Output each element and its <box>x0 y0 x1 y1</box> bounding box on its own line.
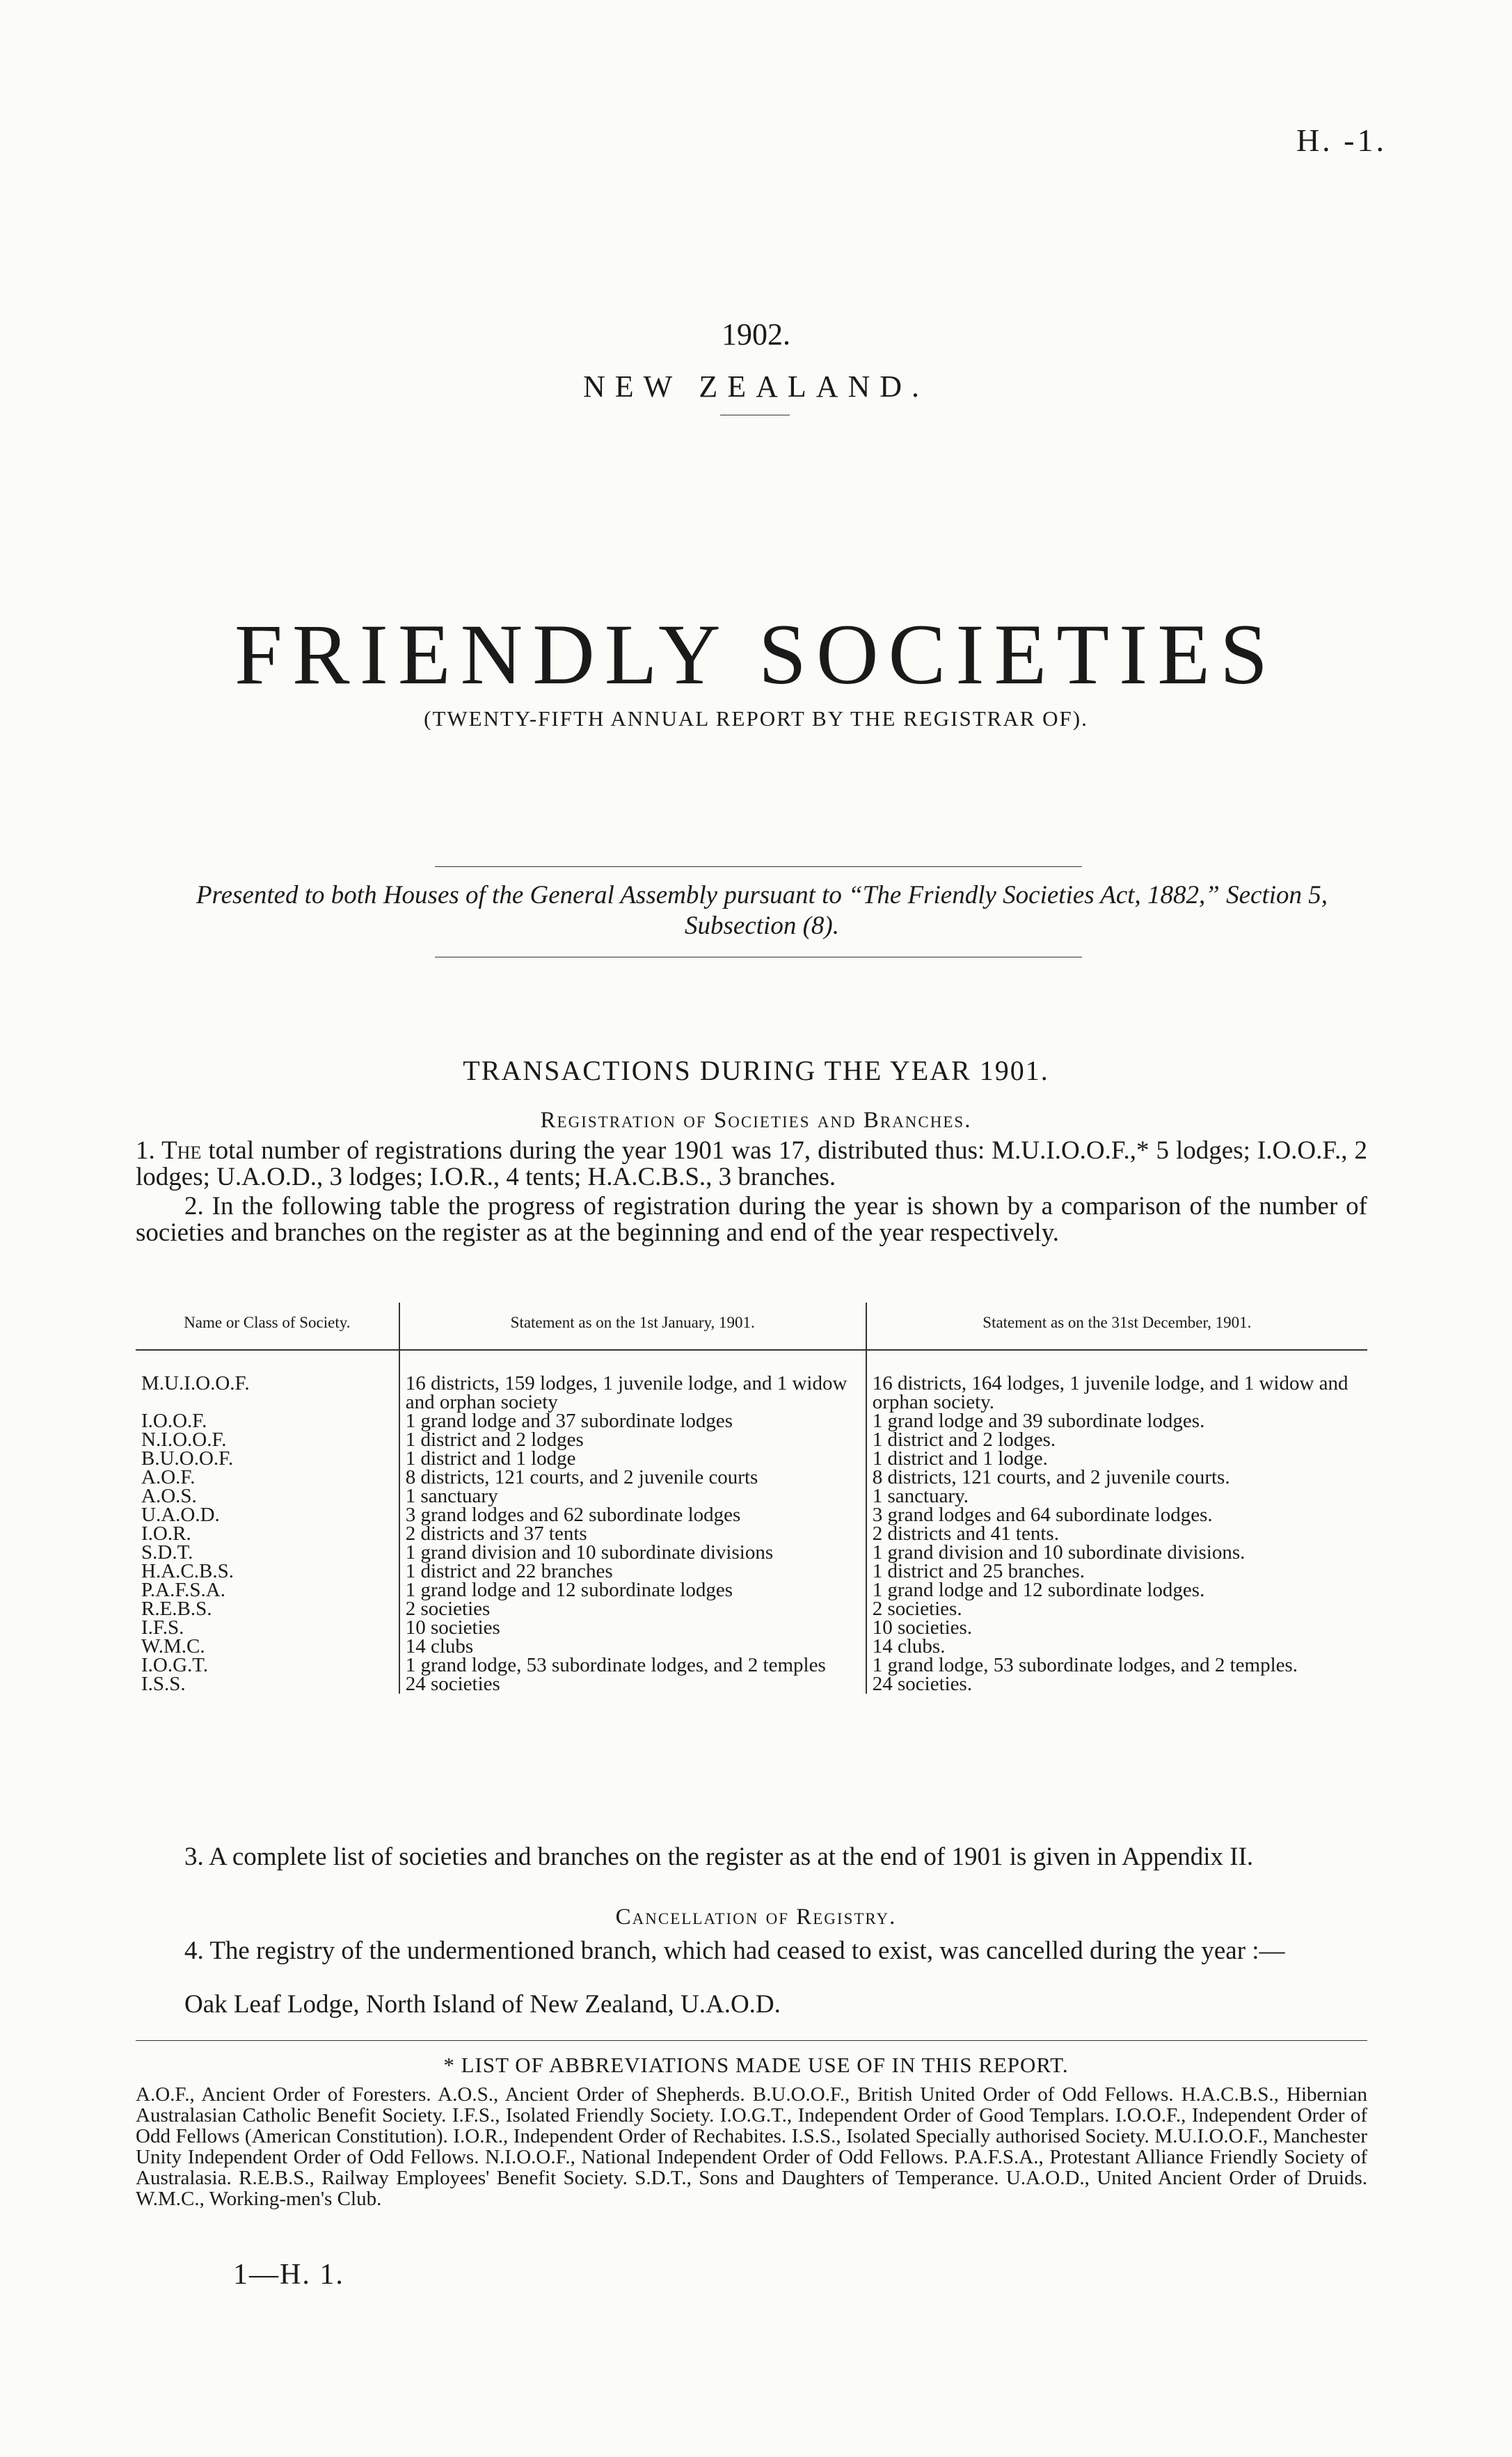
society-name: H.A.C.B.S. <box>136 1562 399 1581</box>
table-row <box>136 1449 1367 1468</box>
paragraph-1-lead: 1. The <box>136 1136 202 1165</box>
society-name: N.I.O.O.F. <box>136 1431 399 1449</box>
dec-statement: 8 districts, 121 courts, and 2 juvenile courts. <box>872 1466 1230 1488</box>
table-row <box>136 1350 1367 1412</box>
jan-statement: 3 grand lodges and 62 subordinate lodges <box>399 1506 866 1525</box>
cancelled-branch: Oak Leaf Lodge, North Island of New Zealand, U.A.O.D. <box>184 1990 781 2019</box>
jan-statement: 24 societies <box>399 1675 866 1694</box>
footer-reference: 1—H. 1. <box>233 2259 344 2291</box>
jan-statement: 1 sanctuary <box>399 1487 866 1506</box>
jan-statement: 10 societies <box>399 1619 866 1637</box>
dec-statement: 10 societies. <box>872 1616 973 1639</box>
registration-table <box>136 1303 1367 1694</box>
table-row <box>136 1543 1367 1562</box>
table-row <box>136 1468 1367 1487</box>
table-row <box>136 1656 1367 1675</box>
society-name: I.S.S. <box>136 1675 399 1694</box>
society-name: I.O.R. <box>136 1525 399 1543</box>
jan-statement: 1 district and 2 lodges <box>399 1431 866 1449</box>
table-row <box>136 1412 1367 1431</box>
paragraph-4: 4. The registry of the undermentioned branch, which had ceased to exist, was cancelled during the year :— <box>184 1937 1285 1965</box>
presented-rule-top <box>435 866 1082 867</box>
paragraph-1 <box>136 1138 1367 1191</box>
dec-statement: 1 district and 2 lodges. <box>872 1429 1056 1451</box>
header-31st-december: Statement as on the 31st December, 1901. <box>866 1303 1367 1350</box>
presented-statement: Presented to both Houses of the General Assembly pursuant to “The Friendly Societies Act, 1882,” Section 5, Subsection (8). <box>196 881 1328 940</box>
jan-statement: 14 clubs <box>399 1637 866 1656</box>
dec-statement: 16 districts, 164 lodges, 1 juvenile lodge, and 1 widow and orphan society. <box>872 1372 1348 1413</box>
section-heading: TRANSACTIONS DURING THE YEAR 1901. <box>463 1055 1049 1086</box>
table-row <box>136 1581 1367 1600</box>
table-row <box>136 1525 1367 1543</box>
abbreviations-heading: * LIST OF ABBREVIATIONS MADE USE OF IN THIS REPORT. <box>443 2053 1069 2077</box>
society-name: R.E.B.S. <box>136 1600 399 1619</box>
paragraph-2: 2. In the following table the progress of registration during the year is shown by a comparison of the number of societies and branches on the register as at the beginning and end of the year respectively. <box>136 1192 1367 1247</box>
jan-statement: 8 districts, 121 courts, and 2 juvenile courts <box>399 1468 866 1487</box>
document-title: FRIENDLY SOCIETIES <box>234 607 1278 702</box>
country-name: NEW ZEALAND. <box>582 369 930 404</box>
subsection-heading: Registration of Societies and Branches. <box>540 1108 972 1133</box>
jan-statement: 1 district and 22 branches <box>399 1562 866 1581</box>
dec-statement: 14 clubs. <box>872 1635 946 1657</box>
report-year: 1902. <box>722 317 790 351</box>
table-row <box>136 1619 1367 1637</box>
society-name: M.U.I.O.O.F. <box>136 1350 399 1412</box>
dec-statement: 1 district and 25 branches. <box>872 1560 1085 1582</box>
header-society: Name or Class of Society. <box>136 1303 399 1350</box>
paragraph-1-body: total number of registrations during the year 1901 was 17, distributed thus: M.U.I.O.O.F.,* 5 lodges; I.O.O.F., 2 lodges; U.A.O.D., 3 lodges; I.O.R., 4 tents; H.A.C.B.S., 3 branches. <box>136 1136 1368 1191</box>
society-name: I.O.G.T. <box>136 1656 399 1675</box>
jan-statement: 1 grand lodge and 12 subordinate lodges <box>399 1581 866 1600</box>
table-row <box>136 1506 1367 1525</box>
society-name: A.O.S. <box>136 1487 399 1506</box>
table-header-row <box>136 1303 1367 1350</box>
dec-statement: 1 grand lodge and 12 subordinate lodges. <box>872 1579 1205 1601</box>
dec-statement: 1 grand lodge, 53 subordinate lodges, and 2 temples. <box>872 1654 1298 1676</box>
jan-statement: 2 districts and 37 tents <box>399 1525 866 1543</box>
table-row <box>136 1675 1367 1694</box>
page-reference: H. -1. <box>1296 122 1387 158</box>
table-row <box>136 1431 1367 1449</box>
dec-statement: 1 sanctuary. <box>872 1485 969 1507</box>
society-name: I.F.S. <box>136 1619 399 1637</box>
jan-statement: 1 district and 1 lodge <box>399 1449 866 1468</box>
abbreviations-rule <box>136 2040 1367 2041</box>
abbreviations-list: A.O.F., Ancient Order of Foresters. A.O.S., Ancient Order of Shepherds. B.U.O.O.F., British United Order of Odd Fellows. H.A.C.B.S., Hibernian Australasian Catholic Benefit Society. I.F.S., Isolated Friendly Society. I.O.G.T., Independent Order of Good Templars. I.O.O.F., Independent Order of Odd Fellows (American Constitution). I.O.R., Independent Order of Rechabites. I.S.S., Isolated Specially authorised Society. M.U.I.O.O.F., Manchester Unity Independent Order of Odd Fellows. N.I.O.O.F., National Independent Order of Odd Fellows. P.A.F.S.A., Protestant Alliance Friendly Society of Australasia. R.E.B.S., Railway Employees' Benefit Society. S.D.T., Sons and Daughters of Temperance. U.A.O.D., United Ancient Order of Druids. W.M.C., Working-men's Club. <box>136 2083 1367 2210</box>
society-name: A.O.F. <box>136 1468 399 1487</box>
table-row <box>136 1487 1367 1506</box>
jan-statement: 2 societies <box>399 1600 866 1619</box>
society-name: B.U.O.O.F. <box>136 1449 399 1468</box>
dec-statement: 2 societies. <box>872 1598 962 1620</box>
dec-statement: 1 grand lodge and 39 subordinate lodges. <box>872 1410 1205 1432</box>
dec-statement: 24 societies. <box>872 1673 973 1695</box>
jan-statement: 1 grand lodge, 53 subordinate lodges, and 2 temples <box>399 1656 866 1675</box>
table-row <box>136 1637 1367 1656</box>
table-row <box>136 1562 1367 1581</box>
society-name: U.A.O.D. <box>136 1506 399 1525</box>
paragraph-3: 3. A complete list of societies and branches on the register as at the end of 1901 is given in Appendix II. <box>184 1843 1254 1871</box>
cancellation-heading: Cancellation of Registry. <box>615 1905 897 1930</box>
society-name: S.D.T. <box>136 1543 399 1562</box>
jan-statement: 1 grand division and 10 subordinate divisions <box>399 1543 866 1562</box>
jan-statement: 1 grand lodge and 37 subordinate lodges <box>399 1412 866 1431</box>
dec-statement: 1 district and 1 lodge. <box>872 1447 1048 1470</box>
dec-statement: 3 grand lodges and 64 subordinate lodges. <box>872 1504 1213 1526</box>
society-name: I.O.O.F. <box>136 1412 399 1431</box>
table-row <box>136 1600 1367 1619</box>
document-subtitle: (TWENTY-FIFTH ANNUAL REPORT BY THE REGISTRAR OF). <box>424 706 1088 731</box>
society-name: P.A.F.S.A. <box>136 1581 399 1600</box>
header-1st-january: Statement as on the 1st January, 1901. <box>399 1303 866 1350</box>
dec-statement: 2 districts and 41 tents. <box>872 1522 1059 1545</box>
jan-statement: 16 districts, 159 lodges, 1 juvenile lodge, and 1 widow and orphan society <box>399 1350 866 1412</box>
society-name: W.M.C. <box>136 1637 399 1656</box>
dec-statement: 1 grand division and 10 subordinate divisions. <box>872 1541 1246 1564</box>
